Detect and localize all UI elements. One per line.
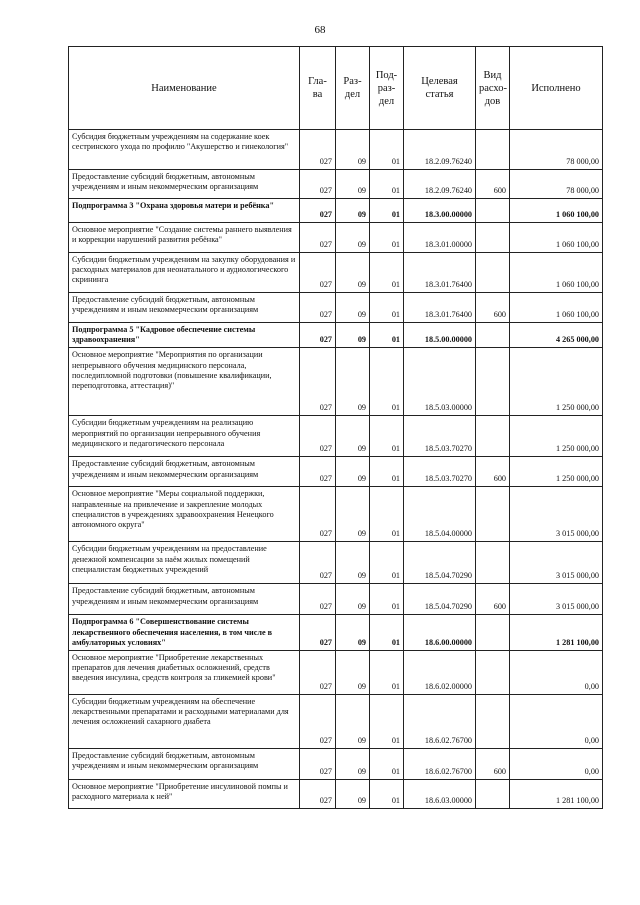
cell-razdel: 09 bbox=[336, 348, 370, 416]
cell-glava: 027 bbox=[300, 293, 336, 323]
cell-razdel: 09 bbox=[336, 253, 370, 293]
cell-target: 18.5.04.70290 bbox=[404, 584, 476, 615]
table-row bbox=[69, 542, 603, 584]
page-number: 68 bbox=[314, 24, 326, 36]
cell-vid bbox=[476, 199, 510, 223]
cell-podrazdel: 01 bbox=[370, 487, 404, 542]
cell-name: Основное мероприятие "Приобретение инсулиновой помпы и расходного материала к ней" bbox=[69, 780, 300, 809]
table-row bbox=[69, 253, 603, 293]
cell-amount: 78 000,00 bbox=[510, 130, 603, 170]
cell-glava: 027 bbox=[300, 651, 336, 695]
table-row bbox=[69, 584, 603, 615]
cell-target: 18.6.02.76700 bbox=[404, 749, 476, 780]
cell-razdel: 09 bbox=[336, 695, 370, 749]
cell-amount: 0,00 bbox=[510, 651, 603, 695]
table-row bbox=[69, 293, 603, 323]
cell-podrazdel: 01 bbox=[370, 651, 404, 695]
table-row bbox=[69, 199, 603, 223]
table-row bbox=[69, 223, 603, 253]
cell-target: 18.3.00.00000 bbox=[404, 199, 476, 223]
cell-name: Предоставление субсидий бюджетным, автономным учреждениям и иным некоммерческим организациям bbox=[69, 293, 300, 323]
cell-name: Основное мероприятие "Меры социальной поддержки, направленные на привлечение и закрепление молодых специалистов в учреждениях здравоохранения Ненецкого автономного округа" bbox=[69, 487, 300, 542]
cell-amount: 1 250 000,00 bbox=[510, 457, 603, 487]
cell-razdel: 09 bbox=[336, 615, 370, 651]
cell-amount: 1 250 000,00 bbox=[510, 416, 603, 457]
cell-name: Субсидия бюджетным учреждениям на содержание коек сестринского ухода по профилю "Акушерство и гинекология" bbox=[69, 130, 300, 170]
cell-amount: 1 060 100,00 bbox=[510, 293, 603, 323]
cell-glava: 027 bbox=[300, 416, 336, 457]
cell-name: Предоставление субсидий бюджетным, автономным учреждениям и иным некоммерческим организациям bbox=[69, 170, 300, 199]
table-row bbox=[69, 170, 603, 199]
table-row bbox=[69, 457, 603, 487]
cell-razdel: 09 bbox=[336, 749, 370, 780]
cell-name: Предоставление субсидий бюджетным, автономным учреждениям и иным некоммерческим организациям bbox=[69, 749, 300, 780]
cell-name: Основное мероприятие "Мероприятия по организации непрерывного обучения медицинского персонала, последипломной подготовки (повышение квалификации, переподготовка, аттестация)" bbox=[69, 348, 300, 416]
cell-razdel: 09 bbox=[336, 457, 370, 487]
cell-vid: 600 bbox=[476, 170, 510, 199]
header-glava: Гла- ва bbox=[300, 47, 336, 130]
cell-vid bbox=[476, 780, 510, 809]
cell-target: 18.3.01.00000 bbox=[404, 223, 476, 253]
header-razdel: Раз- дел bbox=[336, 47, 370, 130]
cell-target: 18.5.03.70270 bbox=[404, 457, 476, 487]
cell-glava: 027 bbox=[300, 487, 336, 542]
cell-vid bbox=[476, 253, 510, 293]
cell-amount: 1 060 100,00 bbox=[510, 223, 603, 253]
cell-amount: 1 281 100,00 bbox=[510, 615, 603, 651]
cell-podrazdel: 01 bbox=[370, 130, 404, 170]
cell-vid bbox=[476, 542, 510, 584]
cell-target: 18.6.00.00000 bbox=[404, 615, 476, 651]
cell-glava: 027 bbox=[300, 542, 336, 584]
header-podrazdel: Под- раз- дел bbox=[370, 47, 404, 130]
cell-amount: 1 281 100,00 bbox=[510, 780, 603, 809]
cell-target: 18.6.02.00000 bbox=[404, 651, 476, 695]
cell-target: 18.5.00.00000 bbox=[404, 323, 476, 348]
table-row bbox=[69, 348, 603, 416]
cell-razdel: 09 bbox=[336, 170, 370, 199]
cell-vid bbox=[476, 348, 510, 416]
cell-glava: 027 bbox=[300, 749, 336, 780]
cell-podrazdel: 01 bbox=[370, 223, 404, 253]
cell-name: Предоставление субсидий бюджетным, автономным учреждениям и иным некоммерческим организациям bbox=[69, 584, 300, 615]
cell-target: 18.2.09.76240 bbox=[404, 130, 476, 170]
cell-podrazdel: 01 bbox=[370, 542, 404, 584]
cell-target: 18.6.03.00000 bbox=[404, 780, 476, 809]
cell-amount: 0,00 bbox=[510, 749, 603, 780]
cell-name: Субсидии бюджетным учреждениям на предоставление денежной компенсации за наём жилых помещений специалистам бюджетных учреждений bbox=[69, 542, 300, 584]
cell-name: Подпрограмма 3 "Охрана здоровья матери и ребёнка" bbox=[69, 199, 300, 223]
cell-glava: 027 bbox=[300, 780, 336, 809]
cell-razdel: 09 bbox=[336, 651, 370, 695]
cell-glava: 027 bbox=[300, 130, 336, 170]
cell-vid: 600 bbox=[476, 749, 510, 780]
cell-podrazdel: 01 bbox=[370, 749, 404, 780]
cell-razdel: 09 bbox=[336, 130, 370, 170]
cell-glava: 027 bbox=[300, 323, 336, 348]
cell-vid bbox=[476, 695, 510, 749]
header-vid: Вид расхо- дов bbox=[476, 47, 510, 130]
cell-name: Субсидии бюджетным учреждениям на реализацию мероприятий по организации непрерывного обучения медицинского и педагогического персонала bbox=[69, 416, 300, 457]
cell-razdel: 09 bbox=[336, 293, 370, 323]
table-row bbox=[69, 615, 603, 651]
cell-name: Подпрограмма 5 "Кадровое обеспечение системы здравоохранения" bbox=[69, 323, 300, 348]
cell-target: 18.5.03.70270 bbox=[404, 416, 476, 457]
cell-amount: 3 015 000,00 bbox=[510, 584, 603, 615]
cell-podrazdel: 01 bbox=[370, 323, 404, 348]
cell-vid bbox=[476, 651, 510, 695]
cell-name: Субсидии бюджетным учреждениям на закупку оборудования и расходных материалов для неонатального и аудиологического скрининга bbox=[69, 253, 300, 293]
cell-vid bbox=[476, 615, 510, 651]
cell-target: 18.5.04.00000 bbox=[404, 487, 476, 542]
cell-razdel: 09 bbox=[336, 223, 370, 253]
cell-podrazdel: 01 bbox=[370, 253, 404, 293]
cell-podrazdel: 01 bbox=[370, 695, 404, 749]
cell-glava: 027 bbox=[300, 615, 336, 651]
table-row bbox=[69, 780, 603, 809]
cell-target: 18.3.01.76400 bbox=[404, 293, 476, 323]
cell-amount: 1 250 000,00 bbox=[510, 348, 603, 416]
cell-podrazdel: 01 bbox=[370, 457, 404, 487]
header-done: Исполнено bbox=[510, 47, 603, 130]
table-header-row bbox=[69, 47, 603, 130]
cell-target: 18.5.04.70290 bbox=[404, 542, 476, 584]
cell-vid: 600 bbox=[476, 293, 510, 323]
cell-name: Основное мероприятие "Приобретение лекарственных препаратов для лечения диабетных осложнений, средств введения инсулина, средств контроля за гликемией крови" bbox=[69, 651, 300, 695]
cell-glava: 027 bbox=[300, 695, 336, 749]
cell-vid: 600 bbox=[476, 457, 510, 487]
cell-glava: 027 bbox=[300, 199, 336, 223]
cell-vid bbox=[476, 487, 510, 542]
cell-glava: 027 bbox=[300, 170, 336, 199]
cell-target: 18.2.09.76240 bbox=[404, 170, 476, 199]
cell-podrazdel: 01 bbox=[370, 615, 404, 651]
cell-name: Предоставление субсидий бюджетным, автономным учреждениям и иным некоммерческим организациям bbox=[69, 457, 300, 487]
cell-amount: 4 265 000,00 bbox=[510, 323, 603, 348]
cell-target: 18.5.03.00000 bbox=[404, 348, 476, 416]
table-row bbox=[69, 416, 603, 457]
cell-vid bbox=[476, 130, 510, 170]
cell-amount: 1 060 100,00 bbox=[510, 199, 603, 223]
cell-amount: 3 015 000,00 bbox=[510, 542, 603, 584]
cell-vid: 600 bbox=[476, 584, 510, 615]
cell-vid bbox=[476, 323, 510, 348]
cell-podrazdel: 01 bbox=[370, 416, 404, 457]
table-row bbox=[69, 323, 603, 348]
cell-razdel: 09 bbox=[336, 199, 370, 223]
cell-glava: 027 bbox=[300, 348, 336, 416]
cell-razdel: 09 bbox=[336, 542, 370, 584]
cell-amount: 0,00 bbox=[510, 695, 603, 749]
cell-amount: 1 060 100,00 bbox=[510, 253, 603, 293]
budget-table bbox=[68, 46, 603, 809]
table-row bbox=[69, 695, 603, 749]
cell-glava: 027 bbox=[300, 457, 336, 487]
table-row bbox=[69, 749, 603, 780]
table-row bbox=[69, 487, 603, 542]
cell-name: Подпрограмма 6 "Совершенствование системы лекарственного обеспечения населения, в том числе в амбулаторных условиях" bbox=[69, 615, 300, 651]
cell-podrazdel: 01 bbox=[370, 348, 404, 416]
cell-amount: 3 015 000,00 bbox=[510, 487, 603, 542]
header-target: Целевая статья bbox=[404, 47, 476, 130]
cell-name: Субсидии бюджетным учреждениям на обеспечение лекарственными препаратами и расходными материалами для лечения осложнений сахарного диабета bbox=[69, 695, 300, 749]
header-name: Наименование bbox=[69, 47, 300, 130]
cell-vid bbox=[476, 416, 510, 457]
cell-podrazdel: 01 bbox=[370, 780, 404, 809]
cell-razdel: 09 bbox=[336, 416, 370, 457]
cell-razdel: 09 bbox=[336, 584, 370, 615]
cell-target: 18.6.02.76700 bbox=[404, 695, 476, 749]
table-row bbox=[69, 651, 603, 695]
cell-podrazdel: 01 bbox=[370, 293, 404, 323]
cell-podrazdel: 01 bbox=[370, 199, 404, 223]
cell-amount: 78 000,00 bbox=[510, 170, 603, 199]
cell-glava: 027 bbox=[300, 223, 336, 253]
cell-glava: 027 bbox=[300, 253, 336, 293]
cell-razdel: 09 bbox=[336, 323, 370, 348]
cell-glava: 027 bbox=[300, 584, 336, 615]
cell-vid bbox=[476, 223, 510, 253]
cell-name: Основное мероприятие "Создание системы раннего выявления и коррекции нарушений развития ребёнка" bbox=[69, 223, 300, 253]
table-row bbox=[69, 130, 603, 170]
cell-razdel: 09 bbox=[336, 487, 370, 542]
table-body bbox=[69, 130, 603, 809]
cell-target: 18.3.01.76400 bbox=[404, 253, 476, 293]
cell-podrazdel: 01 bbox=[370, 170, 404, 199]
cell-razdel: 09 bbox=[336, 780, 370, 809]
cell-podrazdel: 01 bbox=[370, 584, 404, 615]
